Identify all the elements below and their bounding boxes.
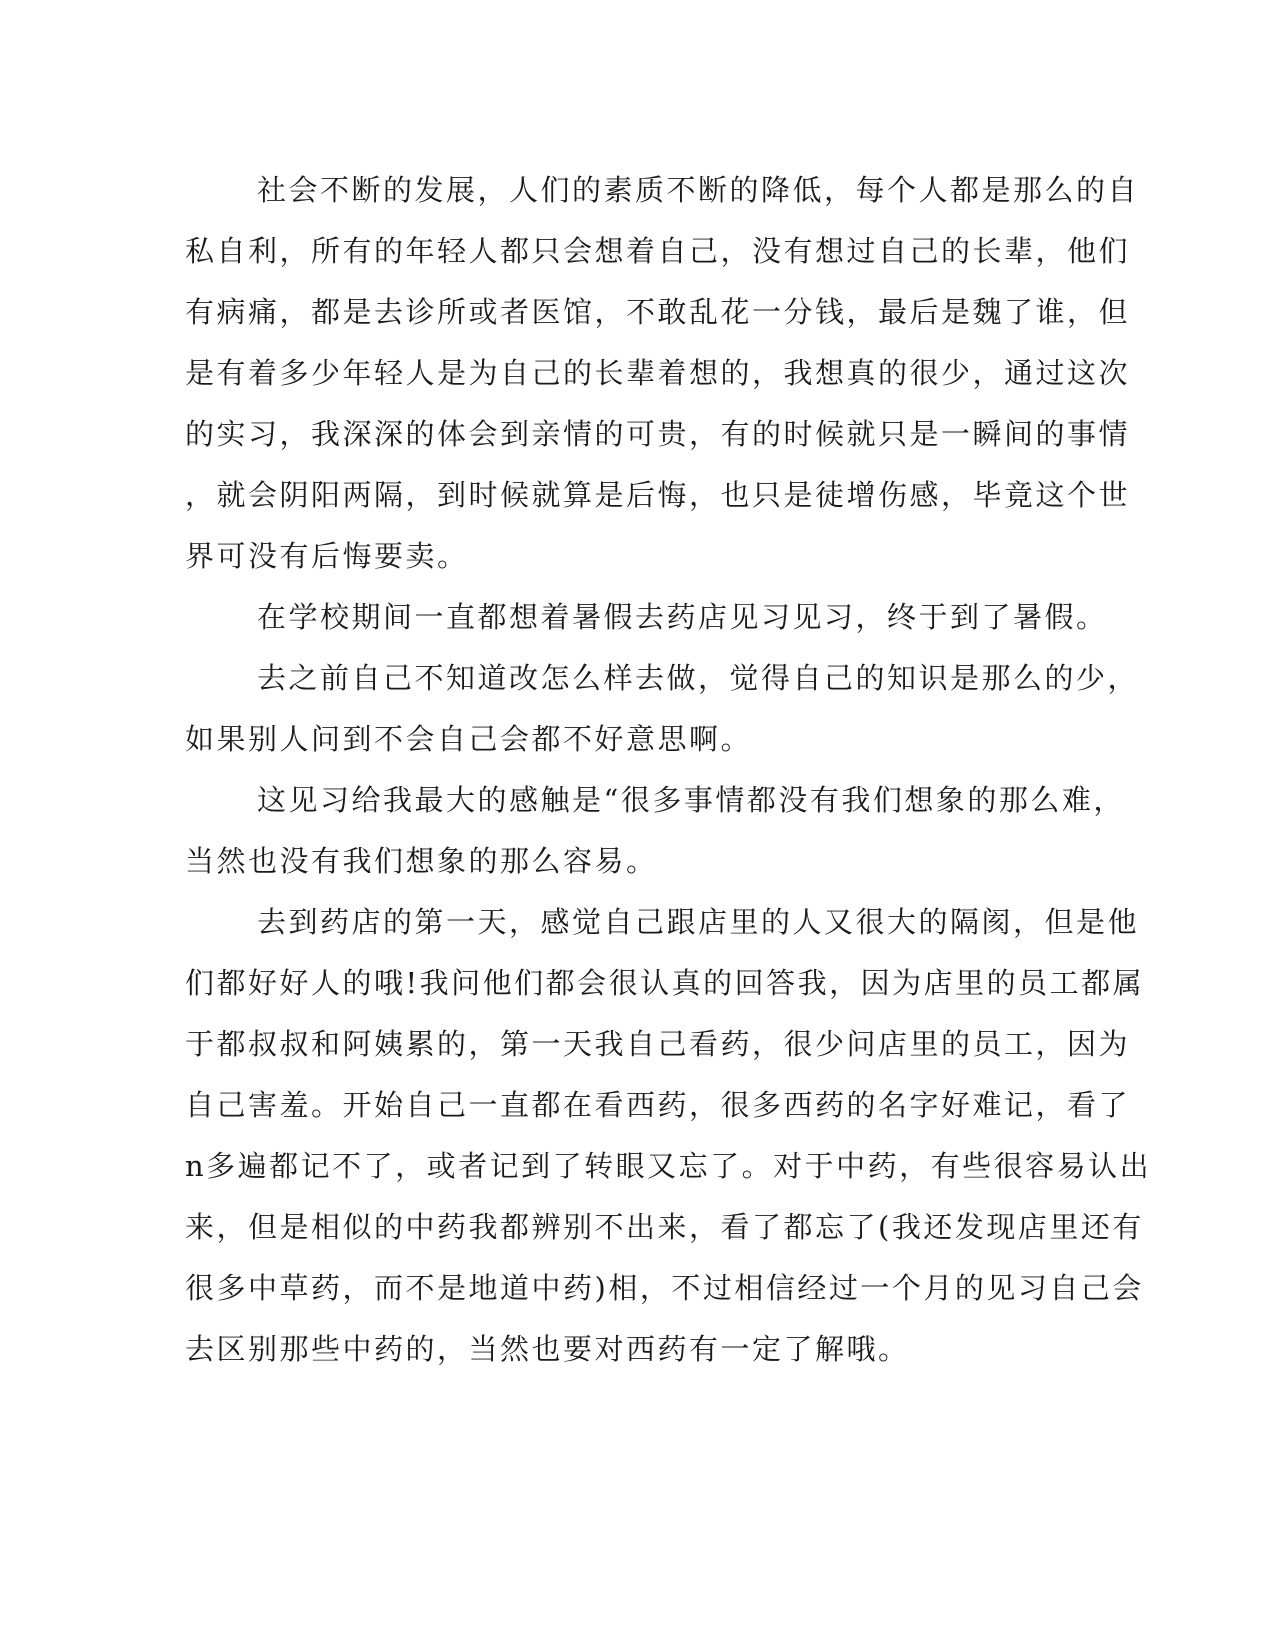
- paragraph-1: [185, 160, 1140, 587]
- text-line: 有病痛，都是去诊所或者医馆，不敢乱花一分钱，最后是魏了谁，但: [185, 295, 1131, 329]
- text-line: 们都好好人的哦!我问他们都会很认真的回答我，因为店里的员工都属: [185, 966, 1145, 1000]
- text-line: 在学校期间一直都想着暑假去药店见习见习，终于到了暑假。: [257, 600, 1108, 634]
- text-line: n多遍都记不了，或者记到了转眼又忘了。对于中药，有些很容易认出: [185, 1149, 1152, 1183]
- paragraph-2: [185, 587, 1108, 648]
- text-line: 是有着多少年轻人是为自己的长辈着想的，我想真的很少，通过这次: [185, 356, 1131, 390]
- text-line: 界可没有后悔要卖。: [185, 539, 469, 573]
- text-line: 来，但是相似的中药我都辨别不出来，看了都忘了(我还发现店里还有: [185, 1210, 1144, 1244]
- paragraph-3: [185, 648, 1140, 770]
- text-line: 去到药店的第一天，感觉自己跟店里的人又很大的隔阂，但是他: [257, 905, 1140, 939]
- text-line: 自己害羞。开始自己一直都在看西药，很多西药的名字好难记，看了: [185, 1088, 1131, 1122]
- text-line: 的实习，我深深的体会到亲情的可贵，有的时候就只是一瞬间的事情: [185, 417, 1131, 451]
- document-body: [185, 160, 1152, 1380]
- paragraph-4: [185, 770, 1125, 892]
- text-line: ，就会阴阳两隔，到时候就算是后悔，也只是徒增伤感，毕竟这个世: [185, 478, 1131, 512]
- text-line: 社会不断的发展，人们的素质不断的降低，每个人都是那么的自: [257, 173, 1140, 207]
- text-line: 于都叔叔和阿姨累的，第一天我自己看药，很少问店里的员工，因为: [185, 1027, 1131, 1061]
- text-line: 很多中草药，而不是地道中药)相，不过相信经过一个月的见习自己会: [185, 1271, 1144, 1305]
- text-line: 如果别人问到不会自己会都不好意思啊。: [185, 722, 753, 756]
- text-line: 这见习给我最大的感触是“很多事情都没有我们想象的那么难，: [257, 783, 1125, 817]
- text-line: 去区别那些中药的，当然也要对西药有一定了解哦。: [185, 1332, 910, 1366]
- text-line: 当然也没有我们想象的那么容易。: [185, 844, 658, 878]
- paragraph-5: [185, 892, 1152, 1380]
- text-line: 去之前自己不知道改怎么样去做，觉得自己的知识是那么的少，: [257, 661, 1140, 695]
- text-line: 私自利，所有的年轻人都只会想着自己，没有想过自己的长辈，他们: [185, 234, 1131, 268]
